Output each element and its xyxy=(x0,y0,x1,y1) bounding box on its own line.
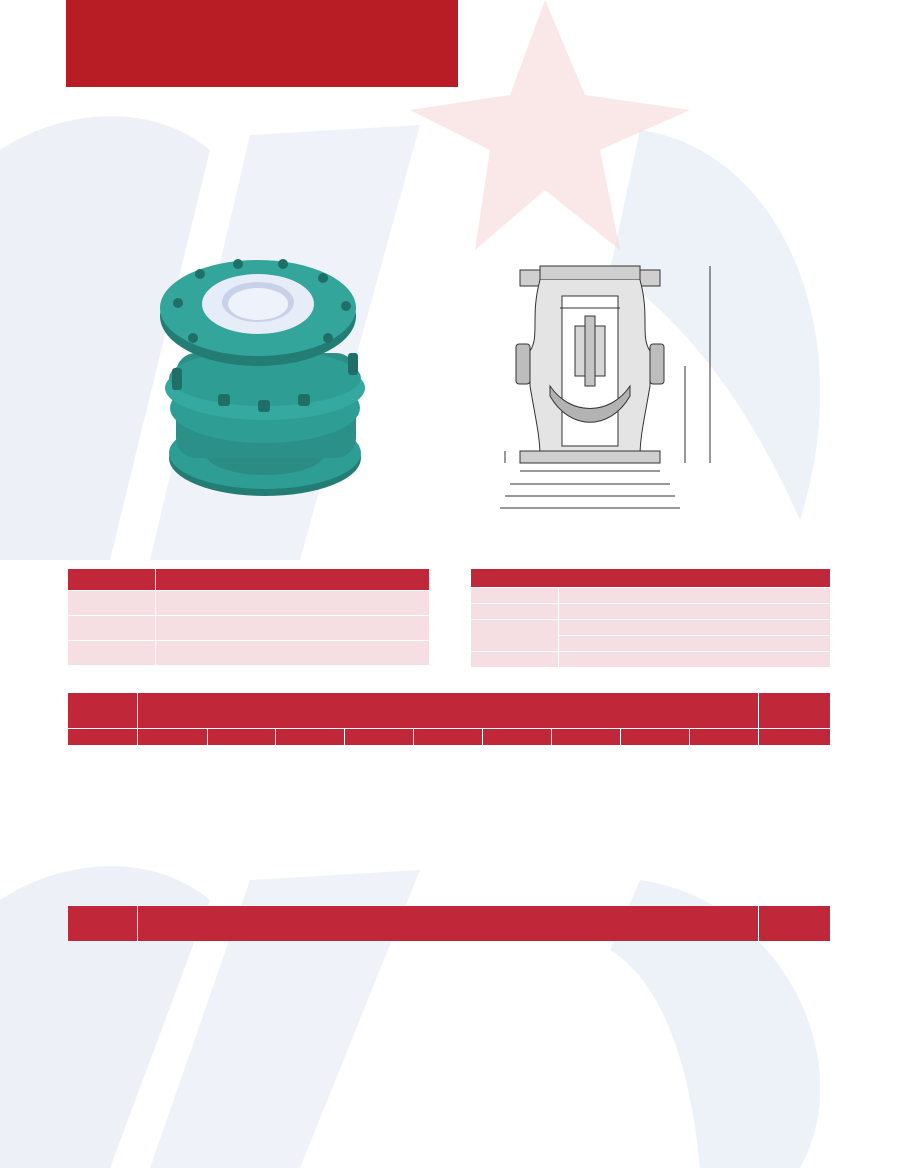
standards-table xyxy=(470,568,831,668)
column-header-row xyxy=(68,729,831,746)
standard-value xyxy=(559,652,831,668)
part-material xyxy=(156,591,430,616)
standards-row xyxy=(471,604,831,620)
part-name xyxy=(68,591,156,616)
corner-header xyxy=(68,693,138,729)
standard-value xyxy=(559,620,831,636)
part-material xyxy=(156,616,430,641)
valve-cross-section-drawing xyxy=(480,256,730,516)
table-title xyxy=(138,906,759,942)
standard-name xyxy=(471,604,559,620)
standard-name xyxy=(471,588,559,604)
column-header xyxy=(759,729,831,746)
parts-row xyxy=(68,616,430,641)
standard-name xyxy=(471,652,559,668)
weight-header xyxy=(759,693,831,729)
column-header xyxy=(483,729,552,746)
header-band xyxy=(66,0,458,87)
column-header xyxy=(621,729,690,746)
column-header xyxy=(552,729,621,746)
parts-table xyxy=(67,568,430,666)
standard-name xyxy=(471,620,559,652)
corner-header xyxy=(68,906,138,942)
standard-value xyxy=(559,604,831,620)
dimension-table-pn06 xyxy=(67,692,831,746)
part-name xyxy=(68,616,156,641)
standards-row xyxy=(471,620,831,636)
column-header xyxy=(68,729,138,746)
column-header xyxy=(276,729,345,746)
part-name xyxy=(68,641,156,666)
dimension-table-pn10 xyxy=(67,905,831,942)
part-material xyxy=(156,641,430,666)
standard-value-2 xyxy=(559,636,831,652)
parts-row xyxy=(68,641,430,666)
weight-header xyxy=(759,906,831,942)
standards-row xyxy=(471,588,831,604)
column-header xyxy=(138,729,208,746)
parts-row xyxy=(68,591,430,616)
column-header xyxy=(414,729,483,746)
standards-header xyxy=(471,569,831,588)
column-header xyxy=(690,729,759,746)
column-header xyxy=(208,729,276,746)
standards-row xyxy=(471,652,831,668)
table-title xyxy=(138,693,759,729)
parts-header-material xyxy=(156,569,430,591)
standard-value xyxy=(559,588,831,604)
parts-header-name xyxy=(68,569,156,591)
column-header xyxy=(345,729,414,746)
valve-photo xyxy=(158,258,373,498)
